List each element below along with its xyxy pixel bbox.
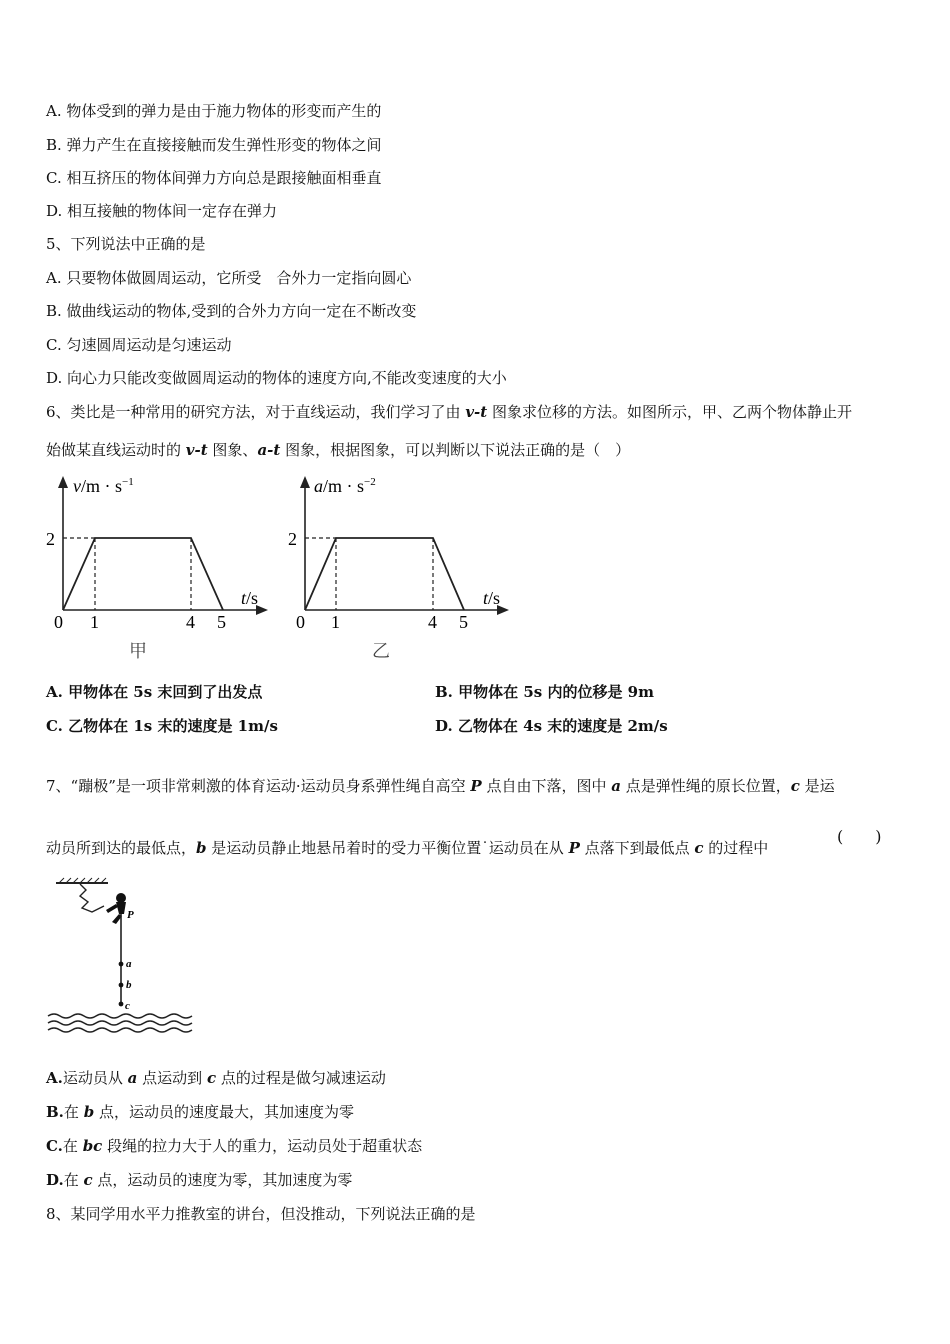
- q4-option-d: D. 相互接触的物体间一定存在弹力: [46, 202, 278, 220]
- bungee-figure: [40, 872, 200, 1037]
- jia-x-axis-label: t/s: [241, 588, 259, 608]
- q6-option-a: A. 甲物体在 5s 末回到了出发点: [46, 683, 263, 701]
- yi-x-tick-5: 5: [459, 612, 468, 632]
- yi-x-tick-0: 0: [296, 612, 305, 632]
- q6-stem-line1: 6、类比是一种常用的研究方法，对于直线运动，我们学习了由 v-t 图象求位移的方法。如图所示，甲、乙两个物体静止开: [46, 403, 852, 421]
- q5-option-b: B. 做曲线运动的物体,受到的合外力方向一定在不断改变: [46, 302, 417, 320]
- q4-option-b: B. 弹力产生在直接接触而发生弹性形变的物体之间: [46, 136, 382, 154]
- graph-yi-at: [280, 470, 520, 670]
- jia-x-tick-5: 5: [217, 612, 226, 632]
- q7-stem-line2: 动员所到达的最低点，b 是运动员静止地悬吊着时的受力平衡位置˙运动员在从 P 点落下到最低点 c 的过程中: [46, 839, 769, 857]
- jia-x-tick-0: 0: [54, 612, 63, 632]
- water-waves: [48, 1014, 192, 1032]
- graph-jia-vt: [30, 470, 280, 670]
- jia-x-tick-4: 4: [186, 612, 195, 632]
- yi-caption: 乙: [372, 641, 390, 661]
- q7-option-d: D.在 c 点，运动员的速度为零，其加速度为零: [46, 1171, 353, 1189]
- q7-option-a: A.运动员从 a 点运动到 c 点的过程是做匀减速运动: [46, 1069, 386, 1087]
- q4-option-c: C. 相互挤压的物体间弹力方向总是跟接触面相垂直: [46, 169, 382, 187]
- q5-option-c: C. 匀速圆周运动是匀速运动: [46, 336, 232, 354]
- q5-option-a: A. 只要物体做圆周运动，它所受 合外力一定指向圆心: [46, 269, 412, 287]
- yi-x-tick-1: 1: [331, 612, 340, 632]
- point-b-label: b: [126, 979, 132, 991]
- q8-stem: 8、某同学用水平力推教室的讲台，但没推动，下列说法正确的是: [46, 1205, 476, 1223]
- q7-stem-line1: 7、“蹦极”是一项非常刺激的体育运动·运动员身系弹性绳自高空 P 点自由下落，图中 a 点是弹性绳的原长位置，c 是运: [46, 777, 835, 795]
- jia-caption: 甲: [129, 641, 147, 661]
- yi-x-tick-4: 4: [428, 612, 437, 632]
- yi-y-tick-2: 2: [288, 529, 297, 549]
- jia-y-tick-2: 2: [46, 529, 55, 549]
- jumper-icon: [116, 893, 126, 903]
- yi-y-axis-label: $a/m \cdot s^{-2}$: [314, 476, 376, 496]
- point-c-label: c: [125, 1000, 130, 1012]
- q6-option-b: B. 甲物体在 5s 内的位移是 9m: [435, 683, 654, 701]
- q6-option-d: D. 乙物体在 4s 末的速度是 2m/s: [435, 717, 668, 735]
- yi-x-axis-label: t/s: [483, 588, 501, 608]
- q7-option-b: B.在 b 点，运动员的速度最大，其加速度为零: [46, 1103, 354, 1121]
- q6-option-c: C. 乙物体在 1s 末的速度是 1m/s: [46, 717, 278, 735]
- q5-option-d: D. 向心力只能改变做圆周运动的物体的速度方向,不能改变速度的大小: [46, 369, 507, 387]
- q7-answer-paren: ( ): [837, 827, 882, 846]
- q5-stem: 5、下列说法中正确的是: [46, 235, 206, 253]
- q6-stem-line2: 始做某直线运动时的 v-t 图象、a-t 图象，根据图象，可以判断以下说法正确的是（ ）: [46, 441, 631, 459]
- q7-option-c: C.在 bc 段绳的拉力大于人的重力，运动员处于超重状态: [46, 1137, 423, 1155]
- point-p-label: P: [127, 909, 134, 921]
- jia-y-axis-label: $v/m \cdot s^{-1}$: [73, 476, 134, 496]
- jia-x-tick-1: 1: [90, 612, 99, 632]
- q4-option-a: A. 物体受到的弹力是由于施力物体的形变而产生的: [46, 102, 382, 120]
- point-a-label: a: [126, 958, 132, 970]
